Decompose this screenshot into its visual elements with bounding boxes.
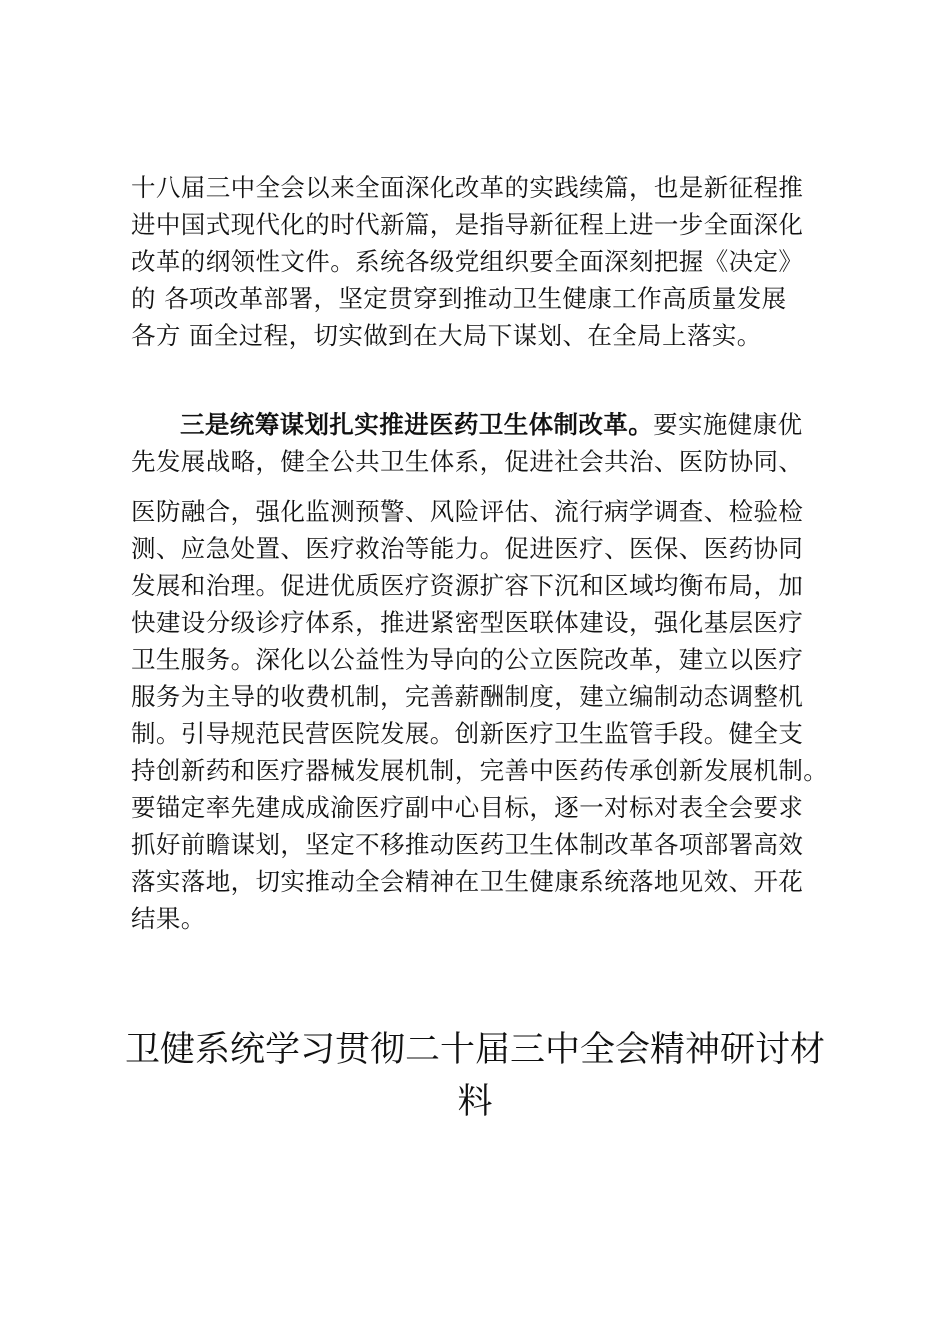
text-line: 的 各项改革部署，坚定贯穿到推动卫生健康工作高质量发展	[131, 284, 787, 313]
text-line: 十八届三中全会以来全面深化改革的实践续篇，也是新征程推	[131, 173, 804, 202]
text-line: 持创新药和医疗器械发展机制，完善中医药传承创新发展机制。	[131, 756, 829, 785]
text-line: 卫生服务。深化以公益性为导向的公立医院改革，建立以医疗	[131, 645, 804, 674]
text-line: 进中国式现代化的时代新篇，是指导新征程上进一步全面深化	[131, 210, 804, 239]
text-line: 要锚定率先建成成渝医疗副中心目标，逐一对标对表全会要求	[131, 793, 804, 822]
text-line	[131, 406, 851, 443]
text-line: 医防融合，强化监测预警、风险评估、流行病学调查、检验检	[131, 497, 804, 526]
text-line: 服务为主导的收费机制，完善薪酬制度，建立编制动态调整机	[131, 682, 804, 711]
paragraph-point-three	[131, 406, 851, 480]
document-title	[80, 1024, 870, 1128]
text-line: 改革的纲领性文件。系统各级党组织要全面深刻把握《决定》	[131, 247, 804, 276]
paragraph-point-three-body	[131, 493, 851, 937]
text-line: 抓好前瞻谋划，坚定不移推动医药卫生体制改革各项部署高效	[131, 830, 804, 859]
text-line: 发展和治理。促进优质医疗资源扩容下沉和区域均衡布局，加	[131, 571, 804, 600]
paragraph-continuation	[131, 169, 851, 354]
text-line: 先发展战略，健全公共卫生体系，促进社会共治、医防协同、	[131, 447, 804, 476]
text-line: 快建设分级诊疗体系，推进紧密型医联体建设，强化基层医疗	[131, 608, 804, 637]
title-line: 卫健系统学习贯彻二十届三中全会精神研讨材	[124, 1030, 825, 1070]
point-three-heading: 三是统筹谋划扎实推进医药卫生体制改革。	[180, 410, 654, 439]
title-line: 料	[457, 1082, 493, 1122]
text-line: 结果。	[131, 904, 206, 933]
text-line: 制。引导规范民营医院发展。创新医疗卫生监管手段。健全支	[131, 719, 804, 748]
text-fragment: 要实施健康优	[653, 410, 803, 439]
text-line: 落实落地，切实推动全会精神在卫生健康系统落地见效、开花	[131, 867, 804, 896]
text-line: 各方 面全过程，切实做到在大局下谋划、在全局上落实。	[131, 321, 762, 350]
text-line: 测、应急处置、医疗救治等能力。促进医疗、医保、医药协同	[131, 534, 804, 563]
